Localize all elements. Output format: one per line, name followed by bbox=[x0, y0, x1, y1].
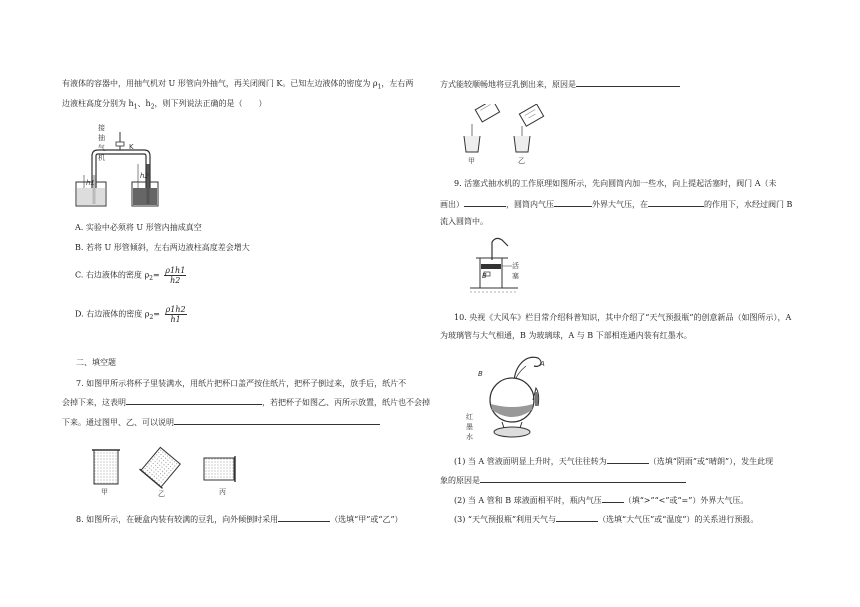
cups-figure bbox=[88, 446, 248, 490]
question-10-part-2: (2) 当 A 管和 B 球液面相平时，瓶内气压 （填“>”“<”或“=”）外界大气压。 bbox=[454, 496, 749, 505]
q10-1-blank-1[interactable] bbox=[607, 455, 649, 464]
option-a: A. 实验中必须将 U 形管内抽成真空 bbox=[75, 223, 202, 232]
option-c: C. 右边液体的密度 $\rho_2=$ $\frac{\rho 1h1}{h2}$ bbox=[75, 266, 186, 285]
q10-2-blank[interactable] bbox=[602, 494, 624, 503]
q10-1-blank-2[interactable] bbox=[480, 474, 686, 483]
fig8-label-yi: 乙 bbox=[518, 157, 525, 165]
fig8-label-jia: 甲 bbox=[468, 157, 475, 165]
fig9-valve-b-label: B bbox=[482, 272, 487, 280]
pouring-figure bbox=[462, 104, 552, 156]
option-b: B. 若将 U 形管倾斜，左右两边液柱高度差会增大 bbox=[75, 243, 250, 252]
fig6-pump-label: 接抽气机 bbox=[98, 124, 105, 162]
question-6-line-1: 有液体的容器中，用抽气机对 U 形管向外抽气，再关闭阀门 K。已知左边液体的密度为 $\rho_1$，左右两 bbox=[62, 79, 414, 91]
question-7-line-1: 7. 如图甲所示将杯子里装满水，用纸片把杯口盖严按住纸片，把杯子倒过来，放手后，纸片不 bbox=[76, 379, 407, 388]
fig6-h1-label: h1 bbox=[86, 179, 95, 187]
fig6-h2-label: h2 bbox=[140, 172, 149, 180]
question-10-line-2: 为玻璃管与大气相通，B 为玻璃球，A 与 B 下部相连通内装有红墨水。 bbox=[440, 331, 692, 340]
q9-blank-3[interactable] bbox=[648, 198, 704, 207]
q10-3-blank[interactable] bbox=[556, 513, 598, 522]
question-10-part-1-line-2: 象的原因是 bbox=[440, 474, 686, 486]
fig7-label-bing: 丙 bbox=[219, 488, 226, 496]
question-8-line-1: 8. 如图所示，在硬盒内装有较满的豆乳，向外倾倒时采用 （选填“甲”或“乙”） bbox=[76, 515, 403, 524]
q8-blank-1[interactable] bbox=[278, 513, 330, 522]
fig7-label-yi: 乙 bbox=[158, 490, 165, 498]
question-6-line-2: 边液柱高度分别为 $h_1$、$h_2$，则下列说法正确的是（ ） bbox=[62, 99, 267, 111]
fig10-red-ink-label: 红墨水 bbox=[466, 413, 473, 441]
q9-blank-1[interactable] bbox=[464, 198, 506, 207]
question-9-line-2: 画出） ，圆筒内气压 外界大气压，在 的作用下，水经过阀门 B bbox=[440, 200, 793, 209]
fig9-piston-label: 活塞 bbox=[512, 262, 519, 280]
piston-pump-figure bbox=[462, 236, 532, 298]
question-7-line-2: 会掉下来，这表明 ，若把杯子如图乙、丙所示放置，纸片也不会掉 bbox=[62, 398, 430, 407]
question-10-part-3: (3) “天气预报瓶”利用天气与 （选填“大气压”或“温度”）的关系进行预报。 bbox=[454, 515, 759, 524]
fig7-label-jia: 甲 bbox=[101, 488, 108, 496]
option-c-fraction: $\frac{\rho 1h1}{h2}$ bbox=[165, 266, 186, 285]
fig10-label-a: A bbox=[540, 360, 545, 368]
question-7-line-3: 下来。通过图甲、乙、可以说明 bbox=[62, 416, 380, 428]
question-10-line-1: 10. 央视《大风车》栏目常介绍科普知识，其中介绍了“天气预报瓶”的创意新品（如图所示），A bbox=[454, 313, 792, 322]
u-tube-figure bbox=[70, 120, 160, 210]
question-9-line-1: 9. 活塞式抽水机的工作原理如图所示，先向圆筒内加一些水，向上提起活塞时，阀门 A（未 bbox=[454, 179, 777, 188]
option-d-fraction: $\frac{\rho 1h2}{h1}$ bbox=[165, 305, 186, 324]
q7-blank-2[interactable] bbox=[174, 416, 380, 425]
q7-blank-1[interactable] bbox=[126, 396, 262, 405]
fig10-label-b: B bbox=[478, 370, 483, 378]
option-d: D. 右边液体的密度 $\rho_2=$ $\frac{\rho 1h2}{h1}$ bbox=[75, 305, 186, 324]
question-8-line-2: 方式能较顺畅地将豆乳倒出来，原因是 bbox=[440, 78, 680, 90]
question-10-part-1-line-1: (1) 当 A 管液面明显上升时，天气往往转为 （选填“阴雨”或“晴朗”），发生此现 bbox=[454, 457, 774, 466]
section-2-heading: 二、填空题 bbox=[76, 358, 116, 367]
q9-blank-2[interactable] bbox=[554, 198, 592, 207]
question-9-line-3: 流入圆筒中。 bbox=[440, 217, 488, 226]
q8-blank-2[interactable] bbox=[576, 78, 680, 87]
fig6-valve-k-label: K bbox=[129, 143, 134, 151]
